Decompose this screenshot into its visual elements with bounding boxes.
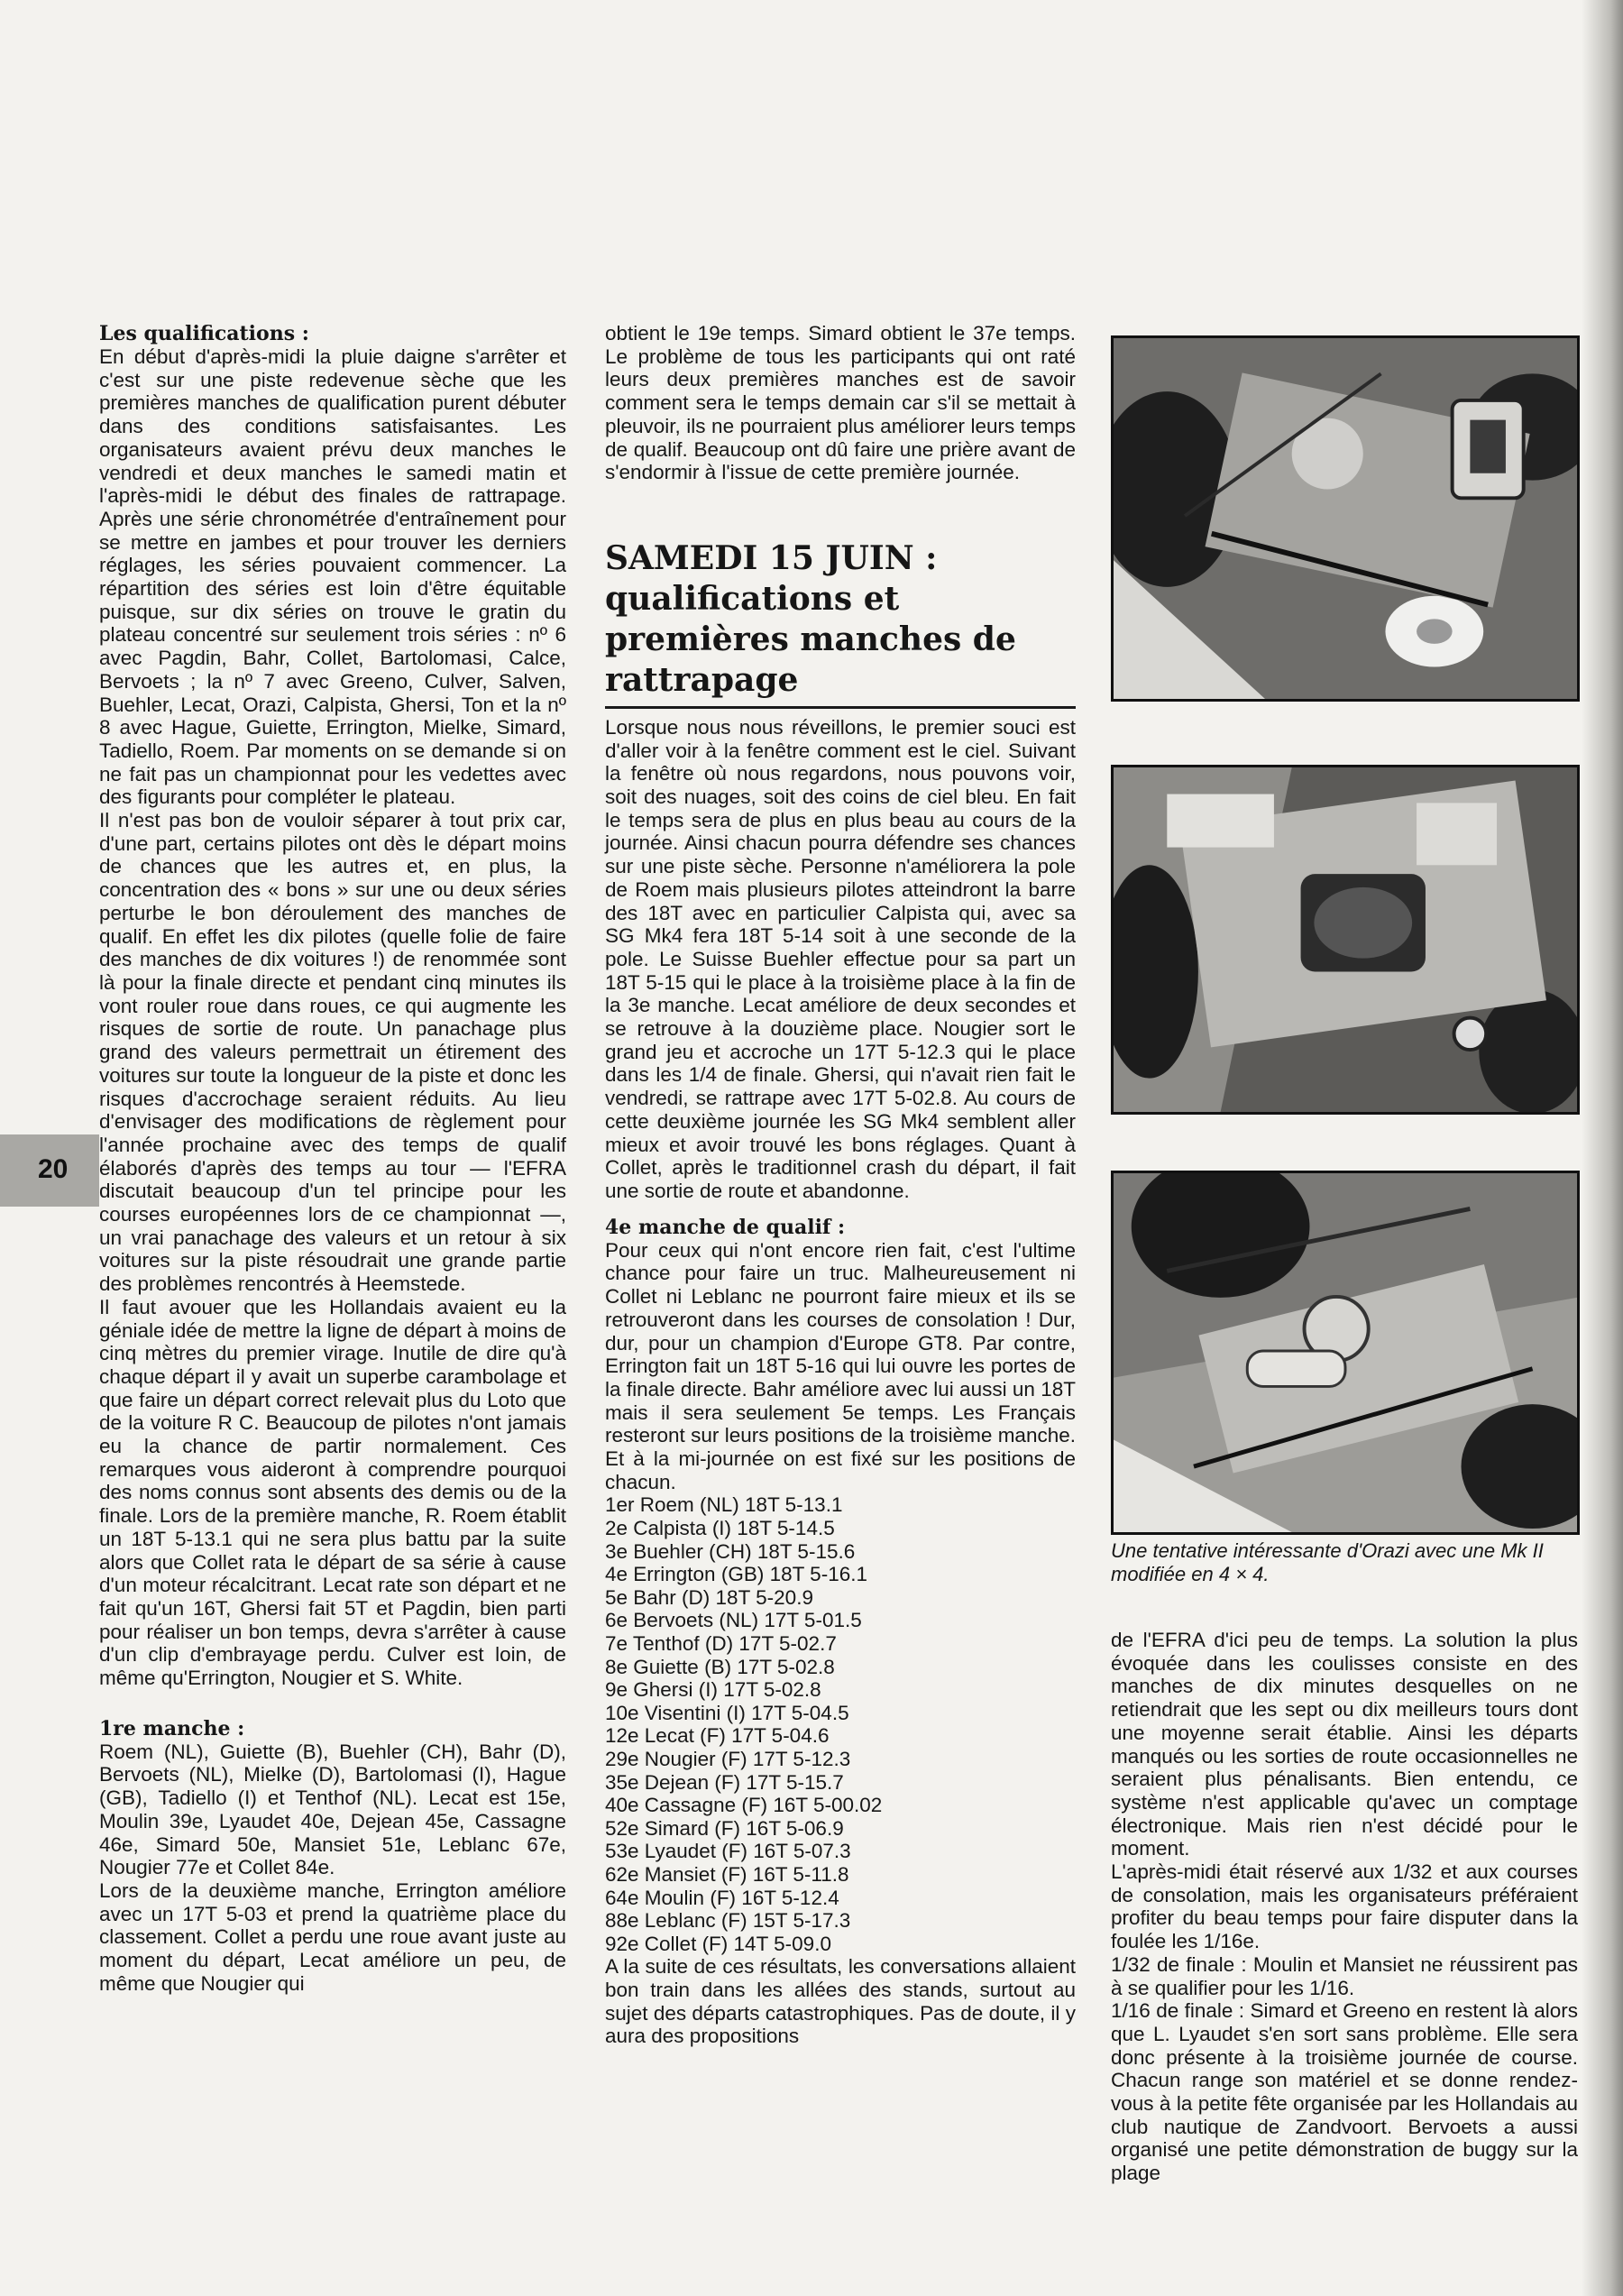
page-edge-shadow: [1582, 0, 1623, 2296]
result-row: 64e Moulin (F) 16T 5-12.4: [605, 1886, 839, 1909]
result-row: 52e Simard (F) 16T 5-06.9: [605, 1816, 844, 1840]
rc-car-photo-1: [1111, 335, 1580, 702]
results-list: [605, 1493, 1076, 1955]
paragraph: 1/32 de finale : Moulin et Mansiet ne réussirent pas à se qualifier pour les 1/16.: [1111, 1952, 1578, 1999]
fourth-heat-heading: 4e manche de qualif :: [605, 1215, 846, 1239]
result-row: 3e Buehler (CH) 18T 5-15.6: [605, 1539, 856, 1563]
result-row: 9e Ghersi (I) 17T 5-02.8: [605, 1678, 821, 1702]
qualifications-heading: Les qualifications :: [99, 322, 309, 345]
result-row: 92e Collet (F) 14T 5-09.0: [605, 1932, 831, 1955]
result-row: 1er Roem (NL) 18T 5-13.1: [605, 1493, 843, 1517]
result-row: 35e Dejean (F) 17T 5-15.7: [605, 1770, 844, 1794]
result-row: 88e Leblanc (F) 15T 5-17.3: [605, 1909, 851, 1933]
paragraph: Lors de la deuxième manche, Errington améliore avec un 17T 5-03 et prend la quatrième place du classement. Collet a perdu une roue avant juste au moment du départ, Lecat améliore un peu, de même que Nougier qui: [99, 1879, 566, 1995]
rc-car-photo-icon: [1114, 338, 1577, 699]
column-2: [605, 322, 1076, 2048]
result-row: 29e Nougier (F) 17T 5-12.3: [605, 1747, 851, 1770]
column-1: [99, 322, 566, 1996]
paragraph: Pour ceux qui n'ont encore rien fait, c'est l'ultime chance pour faire un truc. Malheureusement ni Collet ni Leblanc ne pourront faire mieux et ils se retrouveront dans les courses de consolation ! Dur, dur, pour un champion d'Europe GT8. Par contre, Errington fait un 18T 5-16 qui lui ouvre les portes de la finale directe. Bahr améliore avec lui aussi un 18T mais il sera seulement 5e temps. Les Français resteront sur leurs positions de la troisième manche. Et à la mi-journée on est fixé sur les positions de chacun.: [605, 1238, 1076, 1493]
result-row: 7e Tenthof (D) 17T 5-02.7: [605, 1631, 837, 1655]
rc-car-photo-icon: [1114, 1173, 1577, 1532]
first-heat-results: Roem (NL), Guiette (B), Buehler (CH), Bahr (D), Bervoets (NL), Mielke (D), Bartolomasi (I), Hague (GB), Tadiello (I) et Tenthof (NL). Lecat est 15e, Moulin 39e, Lyaudet 40e, Dejean 45e, Cassagne 46e, Simard 50e, Mansiet 51e, Leblanc 67e, Nougier 77e et Collet 84e.: [99, 1740, 566, 1879]
paragraph: Lorsque nous nous réveillons, le premier souci est d'aller voir à la fenêtre comment est le ciel. Suivant la fenêtre où nous regardons, nous pouvons voir, soit des nuages, soit des coins de ciel bleu. En fait le temps sera de plus en plus beau au cours de la journée. Ainsi chacun pourra défendre ses chances sur une piste sèche. Personne n'améliorera la pole de Roem mais plusieurs pilotes atteindront la barre des 18T avec en particulier Calpista qui, avec sa SG Mk4 fera 18T 5-14 soit à une seconde de la pole. Le Suisse Buehler effectue pour sa part un 18T 5-15 qui le place à la troisième place à la fin de la 3e manche. Lecat améliore de deux secondes et se retrouve à la douzième place. Nougier sort le grand jeu et accroche un 17T 5-12.3 qui le place dans les 1/4 de finale. Ghersi, qui n'avait rien fait le vendredi, se rattrape avec 17T 5-02.8. Au cours de cette deuxième journée les SG Mk4 semblent aller mieux et avoir trouvé les bons réglages. Quant à Collet, après le traditionnel crash du départ, il fait une sortie de route et abandonne.: [605, 715, 1076, 1202]
page-number: 20: [38, 1154, 69, 1184]
qualifications-text: En début d'après-midi la pluie daigne s'arrêter et c'est sur une piste redevenue sèche que les premières manches de qualification purent débuter dans des conditions satisfaisantes. Les organisateurs avaient prévu deux manches le vendredi et deux manches le samedi matin et l'après-midi le début des finales de rattrapage. Après une série chronométrée d'entraînement pour se mettre en jambes et pour trouver les derniers réglages, les séries pouvaient commencer. La répartition des séries est loin d'être équitable puisque, sur dix séries on trouve le gratin du plateau concentré sur seulement trois séries : nº 6 avec Pagdin, Bahr, Collet, Bartolomasi, Calce, Bervoets ; la nº 7 avec Greeno, Culver, Salven, Buehler, Lecat, Orazi, Calpista, Ghersi, Ton et la nº 8 avec Hague, Guiette, Errington, Mielke, Simard, Tadiello, Roem. Par moments on se demande si on ne fait pas un championnat pour les vedettes avec des figurants pour compléter le plateau.: [99, 345, 566, 809]
result-row: 12e Lecat (F) 17T 5-04.6: [605, 1724, 830, 1748]
paragraph: L'après-midi était réservé aux 1/32 et aux courses de consolation, mais les organisateurs préféraient profiter du beau temps pour faire disputer dans la foulée les 1/16e.: [1111, 1860, 1578, 1953]
result-row: 8e Guiette (B) 17T 5-02.8: [605, 1655, 835, 1678]
paragraph: obtient le 19e temps. Simard obtient le 37e temps. Le problème de tous les participants qui ont raté leurs deux premières manches est de savoir comment sera le temps demain car s'il se mettait à pleuvoir, ils ne pourraient plus améliorer leurs temps de qualif. Beaucoup ont dû faire une prière avant de s'endormir à l'issue de cette première journée.: [605, 322, 1076, 484]
result-row: 4e Errington (GB) 18T 5-16.1: [605, 1563, 867, 1586]
paragraph: 1/16 de finale : Simard et Greeno en restent là alors que L. Lyaudet s'en sort sans problème. Elle sera donc présente à la troisième journée de course. Chacun range son matériel et se donne rendez-vous à la petite fête organisée par les Hollandais au club nautique de Zandvoort. Bervoets a aussi organisé une petite démonstration de buggy sur la plage: [1111, 1999, 1578, 2185]
result-row: 6e Bervoets (NL) 17T 5-01.5: [605, 1609, 862, 1632]
result-row: 5e Bahr (D) 18T 5-20.9: [605, 1585, 813, 1609]
rc-car-photo-2: [1111, 765, 1580, 1115]
section-heading: SAMEDI 15 JUIN : qualifications et premières manches de rattrapage: [605, 538, 1076, 709]
result-row: 40e Cassagne (F) 16T 5-00.02: [605, 1794, 883, 1817]
first-heat-heading: 1re manche :: [99, 1716, 245, 1740]
result-row: 53e Lyaudet (F) 16T 5-07.3: [605, 1840, 851, 1863]
photo-caption: Une tentative intéressante d'Orazi avec une Mk II modifiée en 4 × 4.: [1111, 1539, 1544, 1585]
paragraph: Il n'est pas bon de vouloir séparer à tout prix car, d'une part, certains pilotes ont dès le départ moins de chances que les autres et, en plus, la concentration des « bons » sur une ou deux séries perturbe le bon déroulement des manches de qualif. En effet les dix pilotes (quelle folie de faire des manches de dix voitures !) de renommée sont là pour la finale directe et pendant cinq minutes ils vont rouler roue dans roues, ce qui augmente les risques de sortie de route. Un panachage plus grand des valeurs permettrait un étirement des voitures sur toute la longueur de la piste et donc les risques d'accrochage seraient réduits. Au lieu d'envisager des modifications de règlement pour l'année prochaine avec des temps de qualif élaborés d'après des temps au tour — l'EFRA discutait beaucoup d'un tel principe pour les courses européennes lors de ce championnat —, un vrai panachage des valeurs et un retour à six voitures sur la piste résoudrait une grande partie des problèmes rencontrés à Heemstede.: [99, 809, 566, 1296]
paragraph: Il faut avouer que les Hollandais avaient eu la géniale idée de mettre la ligne de départ à moins de cinq mètres du premier virage. Inutile de dire qu'à chaque départ il y avait un superbe carambolage et que faire un départ correct relevait plus du Loto que de la voiture R C. Beaucoup de pilotes n'ont jamais eu la chance de partir normalement. Ces remarques vous aideront à comprendre pourquoi des noms connus sont absents des demis ou de la finale. Lors de la première manche, R. Roem établit un 18T 5-13.1 qui ne sera plus battu par la suite alors que Collet rata le départ de sa série à cause d'un moteur récalcitrant. Lecat rate son départ et ne fait qu'un 16T, Ghersi fait 5T et Pagdin, bien parti pour réaliser un bon temps, devra s'arrêter à cause d'un clip d'embrayage perdu. Culver est loin, de même qu'Errington, Nougier et S. White.: [99, 1295, 566, 1690]
column-3: [1111, 1629, 1578, 2185]
result-row: 2e Calpista (I) 18T 5-14.5: [605, 1517, 835, 1540]
result-row: 10e Visentini (I) 17T 5-04.5: [605, 1701, 849, 1724]
rc-car-photo-icon: [1114, 767, 1577, 1112]
paragraph: A la suite de ces résultats, les conversations allaient bon train dans les allées des stands, surtout au sujet des départs catastrophiques. Pas de doute, il y aura des propositions: [605, 1955, 1076, 2048]
result-row: 62e Mansiet (F) 16T 5-11.8: [605, 1862, 849, 1886]
paragraph: de l'EFRA d'ici peu de temps. La solution la plus évoquée dans les coulisses consiste en des manches de dix minutes desquelles on ne retiendrait que les sept ou dix meilleurs tours dont une moyenne serait établie. Ainsi les départs manqués ou les sorties de route occasionnelles ne seraient plus pénalisants. Bien entendu, ce système n'est applicable qu'avec un comptage électronique. Mais rien n'est décidé pour le moment.: [1111, 1629, 1578, 1860]
rc-car-photo-3: [1111, 1171, 1580, 1535]
